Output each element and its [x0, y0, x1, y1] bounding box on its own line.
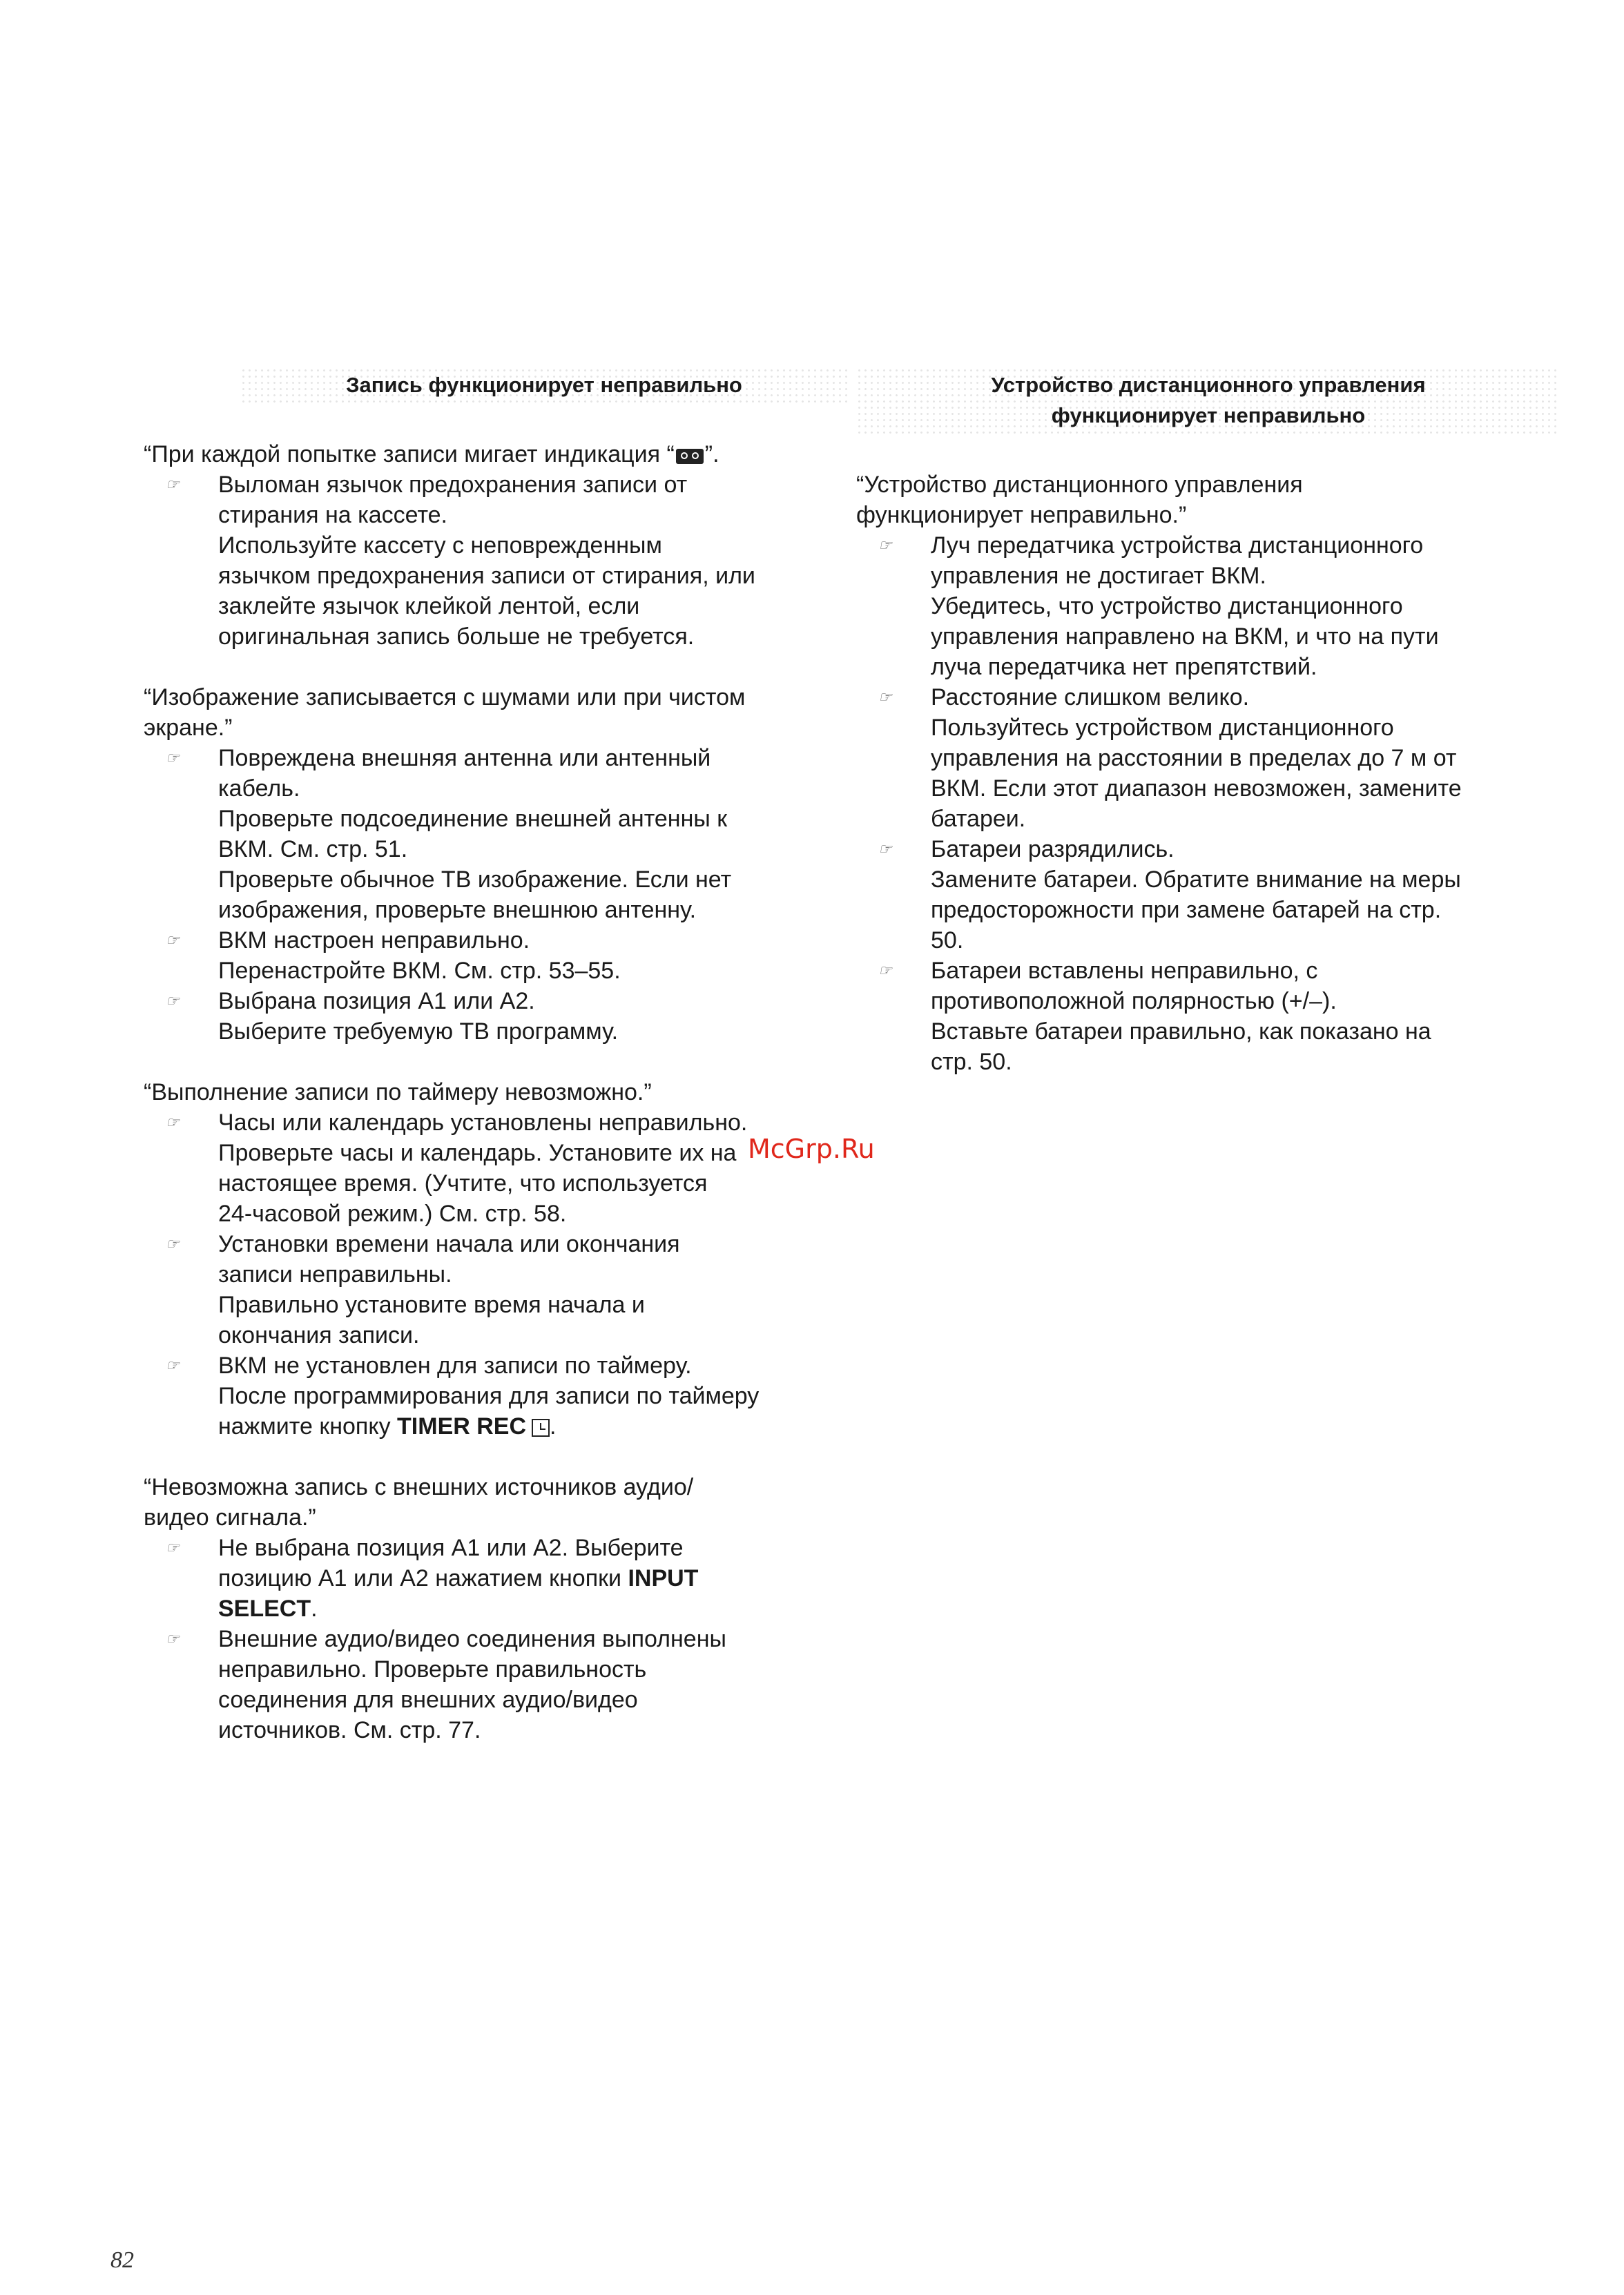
header-line: Устройство дистанционного управления [991, 373, 1426, 397]
answer-line: Замените батареи. Обратите внимание на меры [931, 866, 1461, 893]
hand-pointer-icon: ☞ [166, 1539, 180, 1556]
answer-line: батареи. [931, 806, 1026, 832]
hand-pointer-icon: ☞ [166, 476, 180, 493]
answer-line: Вставьте батареи правильно, как показано на [931, 1018, 1431, 1045]
hand-pointer-icon: ☞ [166, 931, 180, 949]
answer-line: управления не достигает ВКМ. [931, 563, 1266, 589]
answer-line: заклейте язычок клейкой лентой, если [218, 593, 640, 619]
answer-line: управления направлено на ВКМ, и что на пути [931, 623, 1439, 650]
hand-pointer-icon: ☞ [166, 992, 180, 1009]
answer-line: оригинальная запись больше не требуется. [218, 623, 695, 650]
answer-line: неправильно. Проверьте правильность [218, 1656, 647, 1683]
answer-line: язычком предохранения записи от стирания, или [218, 563, 755, 589]
answer-line: Проверьте подсоединение внешней антенны к [218, 806, 728, 832]
question-line: “Устройство дистанционного управления [856, 472, 1303, 498]
answer-line: Выбрана позиция А1 или А2. [218, 988, 535, 1014]
answer-line: Проверьте часы и календарь. Установите их на [218, 1140, 737, 1166]
answer-line: Луч передатчика устройства дистанционного [931, 532, 1424, 559]
answer-line: изображения, проверьте внешнюю антенну. [218, 897, 697, 923]
answer-line: Повреждена внешняя антенна или антенный [218, 745, 711, 771]
answer-line: управления на расстоянии в пределах до 7 м от [931, 745, 1457, 771]
hand-pointer-icon: ☞ [166, 1235, 180, 1252]
hand-pointer-icon: ☞ [878, 536, 892, 554]
answer-line: Батареи вставлены неправильно, с [931, 958, 1318, 984]
answer-line: стирания на кассете. [218, 502, 447, 528]
answer-line: позицию А1 или А2 нажатием кнопки INPUT [218, 1565, 699, 1591]
question-line: экране.” [144, 715, 233, 741]
answer-line: Батареи разрядились. [931, 836, 1174, 862]
question-line: “Изображение записывается с шумами или при чистом [144, 684, 746, 710]
hand-pointer-icon: ☞ [166, 1630, 180, 1647]
select-label: SELECT [218, 1596, 311, 1622]
timer-icon [532, 1419, 550, 1437]
timer-rec-label: TIMER REC [397, 1413, 527, 1440]
answer-line: Пользуйтесь устройством дистанционного [931, 715, 1394, 741]
hand-pointer-icon: ☞ [878, 688, 892, 706]
hand-pointer-icon: ☞ [878, 962, 892, 979]
answer-line: 50. [931, 927, 964, 953]
page-number: 82 [110, 2247, 134, 2273]
answer-line: Правильно установите время начала и [218, 1292, 645, 1318]
answer-line: Установки времени начала или окончания [218, 1231, 680, 1257]
answer-line: соединения для внешних аудио/видео [218, 1687, 638, 1713]
question-line: видео сигнала.” [144, 1504, 316, 1531]
answer-line: предосторожности при замене батарей на стр. [931, 897, 1442, 923]
hand-pointer-icon: ☞ [166, 749, 180, 766]
answer-line: нажмите кнопку TIMER REC . [218, 1413, 557, 1440]
answer-line: Используйте кассету с неповрежденным [218, 532, 662, 559]
answer-line: ВКМ настроен неправильно. [218, 927, 530, 953]
hand-pointer-icon: ☞ [166, 1114, 180, 1131]
question-line: “Выполнение записи по таймеру невозможно.” [144, 1079, 652, 1105]
answer-line: записи неправильны. [218, 1261, 452, 1288]
question-line: функционирует неправильно.” [856, 502, 1187, 528]
answer-line: ВКМ. См. стр. 51. [218, 836, 408, 862]
answer-line: Не выбрана позиция А1 или А2. Выберите [218, 1535, 684, 1561]
hand-pointer-icon: ☞ [166, 1357, 180, 1374]
answer-line: Часы или календарь установлены неправильно. [218, 1110, 748, 1136]
answer-line: ВКМ не установлен для записи по таймеру. [218, 1353, 692, 1379]
watermark-link[interactable]: McGrp.Ru [748, 1134, 875, 1164]
answer-line: настоящее время. (Учтите, что используется [218, 1170, 708, 1197]
answer-line: кабель. [218, 775, 300, 802]
answer-line: Выберите требуемую ТВ программу. [218, 1018, 619, 1045]
input-label: INPUT [628, 1565, 699, 1591]
answer-line: 24-часовой режим.) См. стр. 58. [218, 1201, 567, 1227]
section-header-recording: Запись функционирует неправильно [240, 367, 848, 403]
header-line: функционирует неправильно [1051, 403, 1366, 427]
answer-line: стр. 50. [931, 1049, 1012, 1075]
answer-line: Проверьте обычное ТВ изображение. Если нет [218, 866, 732, 893]
answer-line: источников. См. стр. 77. [218, 1717, 481, 1743]
answer-line: Выломан язычок предохранения записи от [218, 472, 688, 498]
answer-line: ВКМ. Если этот диапазон невозможен, замените [931, 775, 1462, 802]
answer-line: SELECT. [218, 1596, 318, 1622]
answer-line: Внешние аудио/видео соединения выполнены [218, 1626, 726, 1652]
answer-line: После программирования для записи по таймеру [218, 1383, 760, 1409]
question-line: “При каждой попытке записи мигает индикация “ ”. [144, 441, 719, 467]
section-header-remote [856, 367, 1560, 434]
answer-line: Перенастройте ВКМ. См. стр. 53–55. [218, 958, 621, 984]
hand-pointer-icon: ☞ [878, 840, 892, 858]
answer-line: Убедитесь, что устройство дистанционного [931, 593, 1403, 619]
answer-line: Расстояние слишком велико. [931, 684, 1250, 710]
answer-line: противоположной полярностью (+/–). [931, 988, 1337, 1014]
answer-line: луча передатчика нет препятствий. [931, 654, 1317, 680]
cassette-icon [676, 449, 704, 464]
question-line: “Невозможна запись с внешних источников аудио/ [144, 1474, 694, 1500]
answer-line: окончания записи. [218, 1322, 420, 1348]
